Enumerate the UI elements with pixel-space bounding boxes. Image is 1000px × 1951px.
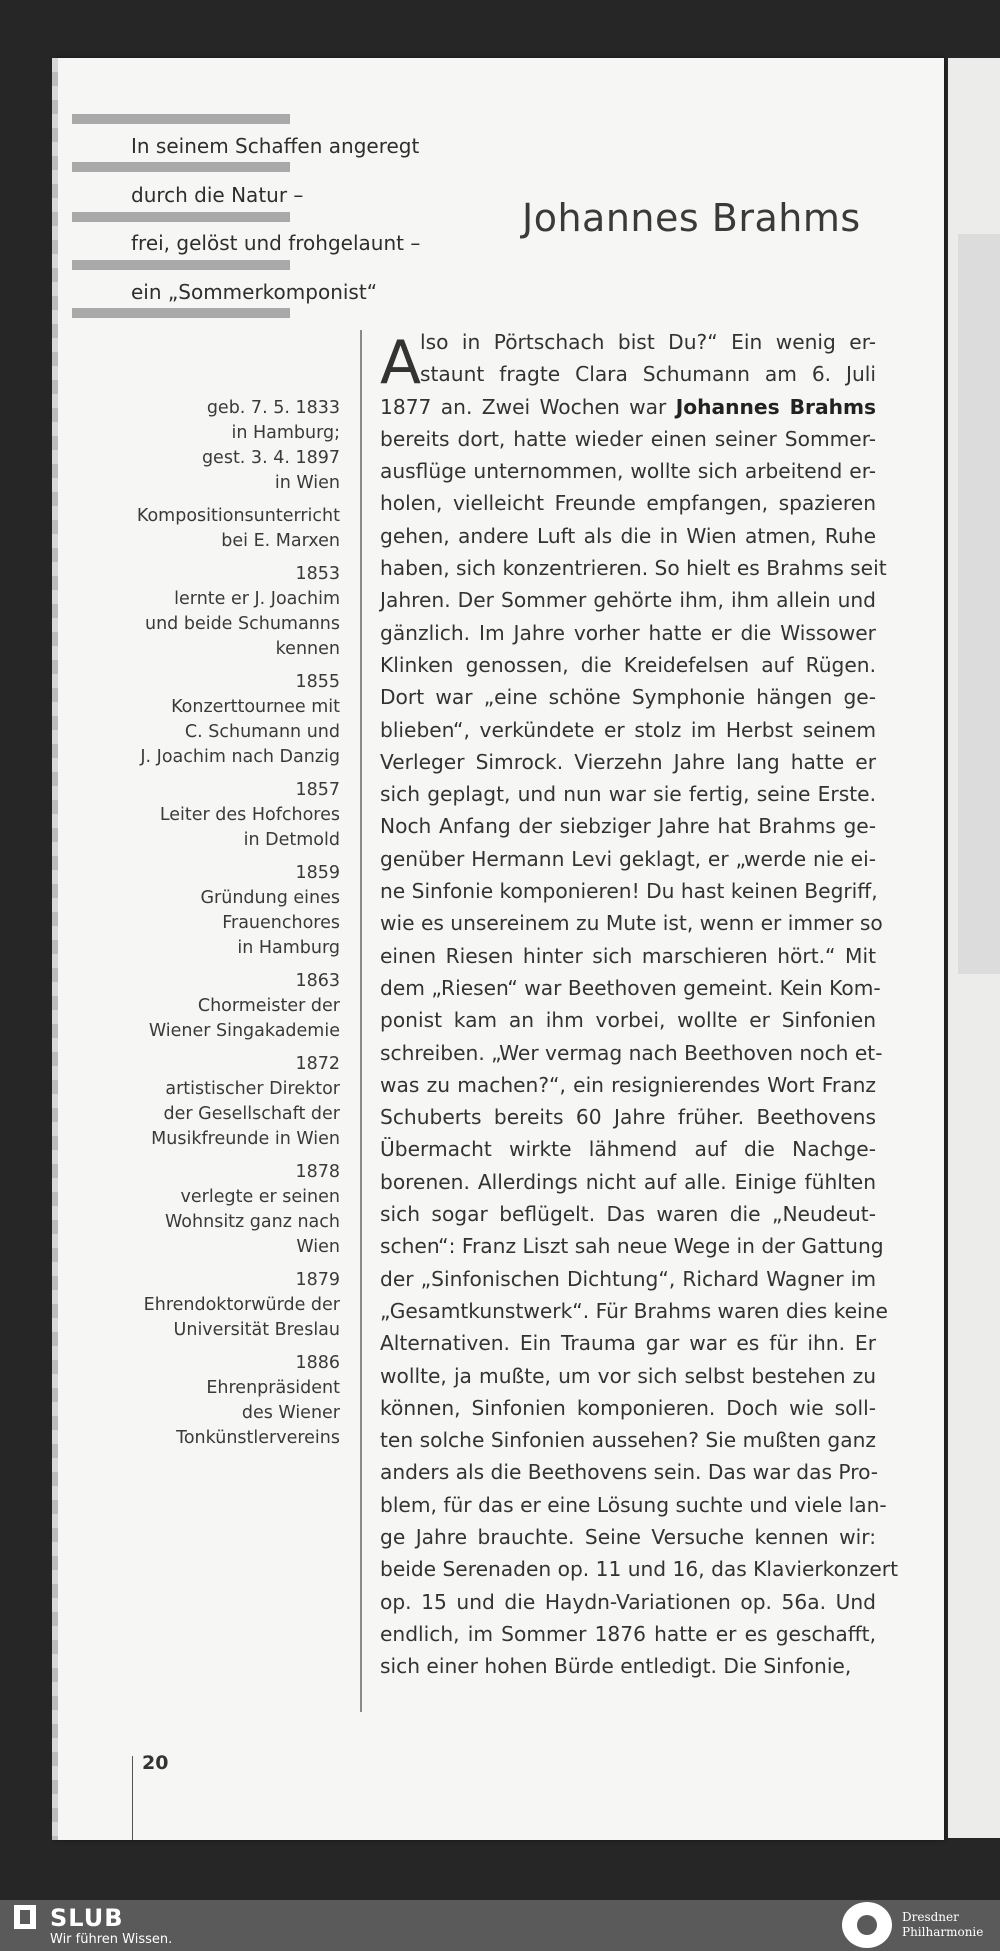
body-line: endlich, im Sommer 1876 hatte er es geschafft, (380, 1621, 876, 1646)
timeline-line: der Gesellschaft der (163, 1104, 340, 1124)
timeline-line: lernte er J. Joachim (174, 589, 340, 609)
timeline-entry (100, 1351, 340, 1451)
tagline-line: ein „Sommerkomponist“ (131, 280, 378, 304)
decorative-stripe (72, 114, 290, 124)
body-line: gänzlich. Im Jahre vorher hatte er die Wissower (380, 620, 876, 645)
timeline-entry (100, 1268, 340, 1343)
timeline-line: Frauenchores (222, 913, 340, 933)
body-line: Klinken genossen, die Kreidefelsen auf Rügen. (380, 652, 876, 677)
timeline-line: Musikfreunde in Wien (151, 1129, 340, 1149)
decorative-stripe (72, 212, 290, 222)
timeline-line: Kompositionsunterricht (136, 506, 340, 526)
library-name[interactable]: SLUB (50, 1904, 124, 1932)
body-line: ausflüge unternommen, wollte sich arbeitend er- (380, 459, 876, 484)
body-line: lso in Pörtschach bist Du?“ Ein wenig er- (420, 330, 876, 354)
body-line: schreiben. „Wer vermag nach Beethoven noch et- (380, 1040, 883, 1065)
body-line: sich geplagt, und nun war sie fertig, seine Erste. (380, 782, 876, 807)
timeline-entry (100, 778, 340, 853)
timeline-line: 1855 (295, 672, 340, 692)
slub-logo-icon (14, 1905, 36, 1929)
timeline-line: in Detmold (243, 830, 340, 850)
tagline-line: frei, gelöst und frohgelaunt – (131, 231, 421, 255)
body-line: haben, sich konzentrieren. So hielt es Brahms seit (380, 556, 887, 581)
timeline-line: in Hamburg; (231, 423, 340, 443)
timeline-line: Konzerttournee mit (171, 697, 340, 717)
body-line: wollte, ja mußte, um vor sich selbst bestehen zu (380, 1363, 876, 1388)
timeline-entry (100, 562, 340, 662)
page-binding-edge (52, 58, 58, 1840)
timeline-line: in Hamburg (237, 938, 340, 958)
body-line: beide Serenaden op. 11 und 16, das Klavierkonzert (380, 1557, 899, 1582)
body-line: genüber Hermann Levi geklagt, er „werde nie ei- (380, 846, 876, 871)
timeline-line: des Wiener (241, 1403, 340, 1423)
timeline-line: bei E. Marxen (221, 531, 340, 551)
body-line: Verleger Simrock. Vierzehn Jahre lang hatte er (380, 749, 876, 774)
body-line: sich sogar beflügelt. Das waren die „Neudeut- (380, 1202, 876, 1227)
timeline-line: Wiener Singakademie (148, 1021, 340, 1041)
body-line: Alternativen. Ein Trauma gar war es für ihn. Er (380, 1331, 876, 1356)
body-line: blem, für das er eine Lösung suchte und viele lan- (380, 1492, 887, 1517)
timeline-line: kennen (275, 639, 340, 659)
body-line: was zu machen?“, ein resignierendes Wort Franz (380, 1072, 876, 1097)
timeline-line: Chormeister der (197, 996, 340, 1016)
timeline-entry (100, 969, 340, 1044)
timeline-line: und beide Schumanns (144, 614, 340, 634)
body-line: Dort war „eine schöne Symphonie hängen ge- (380, 685, 876, 710)
body-line: ge Jahre brauchte. Seine Versuche kennen wir: (380, 1524, 876, 1549)
body-line: op. 15 und die Haydn-Variationen op. 56a. Und (380, 1589, 876, 1614)
body-line: blieben“, verkündete er stolz im Herbst seinem (380, 717, 876, 742)
partner-name-line1: Dresdner (902, 1910, 959, 1924)
body-line: borenen. Allerdings nicht auf alle. Einige fühlten (380, 1169, 876, 1194)
body-line: Jahren. Der Sommer gehörte ihm, ihm allein und (380, 588, 876, 613)
timeline-line: verlegte er seinen (180, 1187, 340, 1207)
body-line: bereits dort, hatte wieder einen seiner Sommer- (380, 426, 876, 451)
timeline-line: gest. 3. 4. 1897 (201, 448, 340, 468)
timeline-line: 1878 (295, 1162, 340, 1182)
timeline-line: Leiter des Hofchores (159, 805, 340, 825)
timeline-line: Tonkünstlervereins (176, 1428, 340, 1448)
timeline-line: 1863 (295, 971, 340, 991)
decorative-stripe (72, 308, 290, 318)
timeline-entry (100, 396, 340, 496)
body-line: können, Sinfonien komponieren. Doch wie soll- (380, 1395, 876, 1420)
timeline-line: in Wien (274, 473, 340, 493)
timeline-line: C. Schumann und (184, 722, 340, 742)
timeline-line: geb. 7. 5. 1833 (206, 398, 340, 418)
page-number: 20 (142, 1752, 169, 1774)
article-body (380, 326, 899, 1682)
timeline-entry (100, 670, 340, 770)
timeline-line: 1859 (295, 863, 340, 883)
biography-timeline (100, 396, 340, 1459)
body-line: Schuberts bereits 60 Jahre früher. Beethovens (380, 1105, 876, 1130)
timeline-line: Ehrendoktorwürde der (143, 1295, 340, 1315)
partner-name-line2: Philharmonie (902, 1925, 984, 1939)
body-line: schen“: Franz Liszt sah neue Wege in der Gattung (380, 1234, 884, 1259)
decorative-stripe (72, 162, 290, 172)
timeline-line: 1872 (295, 1054, 340, 1074)
body-line: Noch Anfang der siebziger Jahre hat Brahms ge- (380, 814, 876, 839)
timeline-line: 1857 (295, 780, 340, 800)
body-line: der „Sinfonischen Dichtung“, Richard Wagner im (380, 1266, 876, 1291)
body-line: holen, vielleicht Freunde empfangen, spazieren (380, 491, 876, 516)
body-line: anders als die Beethovens sein. Das war das Pro- (380, 1460, 879, 1485)
column-divider (360, 330, 362, 1712)
adjacent-page (948, 58, 1000, 1838)
body-line: ne Sinfonie komponieren! Du hast keinen Begriff, (380, 879, 878, 904)
footer-bar (0, 1900, 1000, 1951)
timeline-line: Gründung eines (200, 888, 340, 908)
timeline-line: J. Joachim nach Danzig (140, 747, 340, 767)
body-line: dem „Riesen“ war Beethoven gemeint. Kein Kom- (380, 975, 881, 1000)
body-line: Übermacht wirkte lähmend auf die Nachge- (380, 1137, 876, 1162)
timeline-line: 1879 (295, 1270, 340, 1290)
body-line: ponist kam an ihm vorbei, wollte er Sinfonien (380, 1008, 876, 1033)
body-line: „Gesamtkunstwerk“. Für Brahms waren dies keine (380, 1298, 888, 1323)
body-line: einen Riesen hinter sich marschieren hört.“ Mit (380, 943, 876, 968)
body-line: gehen, andere Luft als die in Wien atmen, Ruhe (380, 523, 876, 548)
timeline-entry (100, 861, 340, 961)
timeline-line: 1886 (295, 1353, 340, 1373)
timeline-line: Ehrenpräsident (206, 1378, 340, 1398)
drop-cap: A (380, 328, 422, 398)
timeline-line: Wohnsitz ganz nach (165, 1212, 340, 1232)
body-line: staunt fragte Clara Schumann am 6. Juli (420, 362, 876, 387)
partner-name[interactable] (902, 1910, 983, 1940)
page-title: Johannes Brahms (522, 196, 861, 240)
timeline-entry (100, 1052, 340, 1152)
library-tagline: Wir führen Wissen. (50, 1932, 173, 1947)
body-line: ten solche Sinfonien aussehen? Sie mußten ganz (380, 1428, 876, 1453)
timeline-line: artistischer Direktor (165, 1079, 340, 1099)
timeline-line: 1853 (295, 564, 340, 584)
page-number-rule (132, 1756, 133, 1840)
body-line: 1877 an. Zwei Wochen war Johannes Brahms (380, 394, 876, 419)
body-line: sich einer hohen Bürde entledigt. Die Sinfonie, (380, 1654, 852, 1679)
body-line: wie es unsereinem zu Mute ist, wenn er immer so (380, 911, 883, 936)
timeline-line: Wien (296, 1237, 340, 1257)
timeline-line: Universität Breslau (173, 1320, 340, 1340)
philharmonie-logo-icon (842, 1902, 892, 1948)
tagline-line: In seinem Schaffen angeregt (131, 134, 420, 158)
timeline-entry (100, 1160, 340, 1260)
tagline-line: durch die Natur – (131, 183, 304, 207)
decorative-stripe (72, 260, 290, 270)
timeline-entry (100, 504, 340, 554)
